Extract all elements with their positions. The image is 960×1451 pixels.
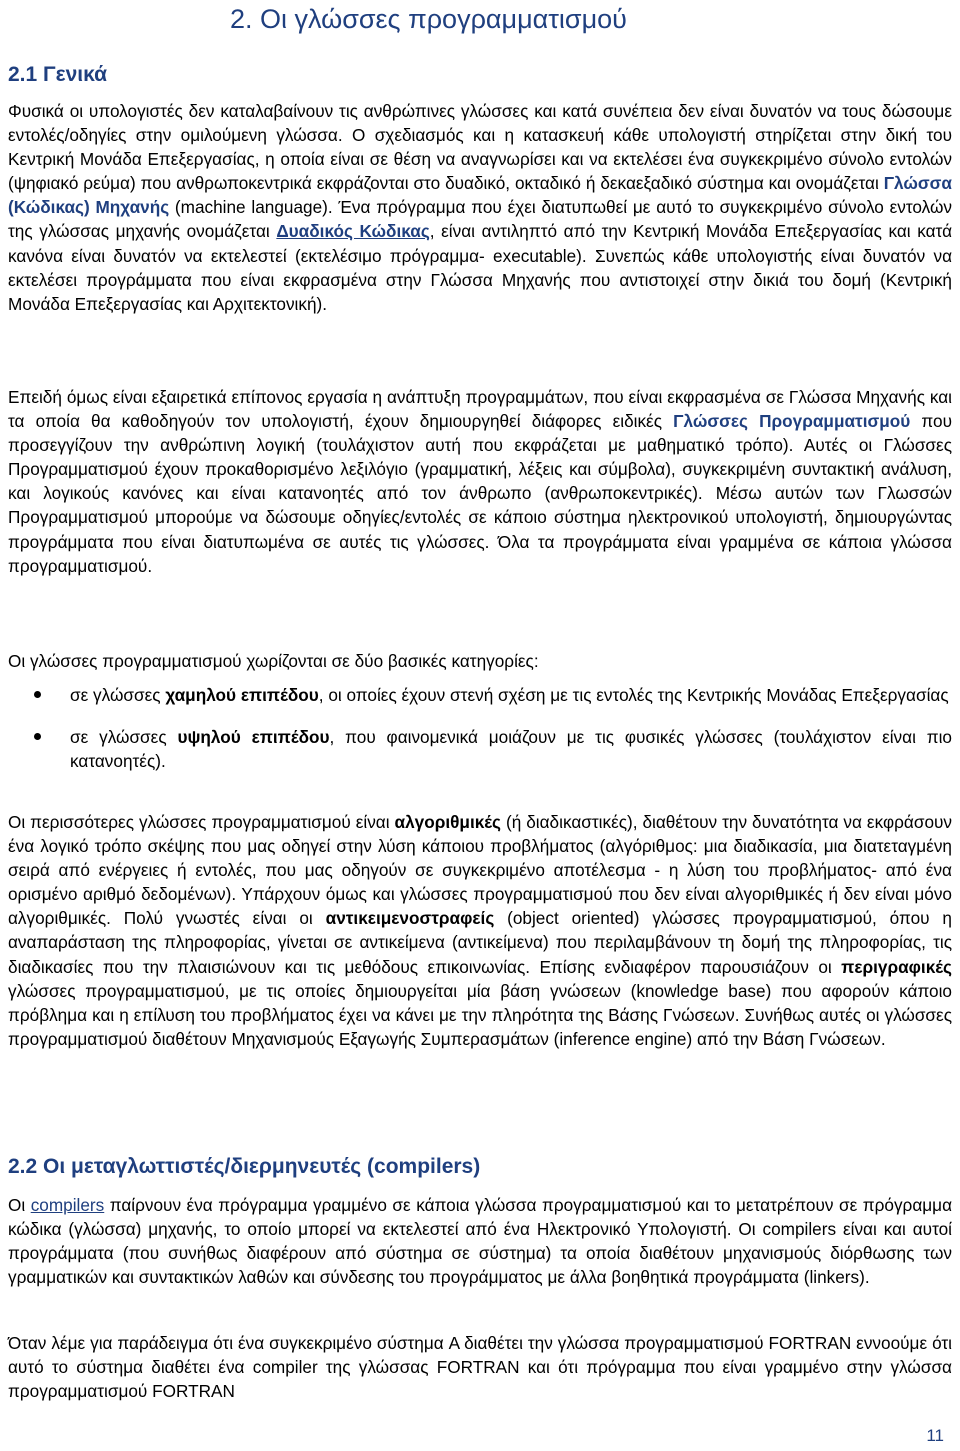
- term-machine-language: Γλώσσα (Κώδικας) Μηχανής: [8, 173, 952, 218]
- term-binary-code: Δυαδικός Κώδικας: [276, 221, 430, 242]
- paragraph-compilers: Οι compilers παίρνουν ένα πρόγραμμα γραμμένο σε κάποια γλώσσα προγραμματισμού και το μετατρέπουν σε πρόγραμμα κώδικα (γλώσσα) μηχανής, το οποίο μπορεί να εκτελεστεί από ένα Ηλεκτρονικό Υπολογιστή. Οι compilers είναι και αυτοί προγράμματα (που συνήθως διαφέρουν από σύστημα σε σύστημα) τα οποία διαθέτουν μηχανισμούς διόρθωσης των γραμματικών και συντακτικών λαθών και σύνδεσης του προγράμματος με άλλα βοηθητικά προγράμματα (linkers).: [8, 1195, 952, 1288]
- paragraph-fortran-example: Όταν λέμε για παράδειγμα ότι ένα συγκεκριμένο σύστημα A διαθέτει την γλώσσα προγραμματισμού FORTRAN εννοούμε ότι αυτό το σύστημα διαθέτει ένα compiler της γλώσσας FORTRAN και ότι πρόγραμμα που είναι γραμμένο στην γλώσσα προγραμματισμού FORTRAN: [8, 1333, 952, 1402]
- language-categories-list: [8, 683, 952, 773]
- section-title-general: 2.1 Γενικά: [8, 63, 108, 86]
- page-number: 11: [926, 1426, 944, 1445]
- term-high-level: υψηλού επιπέδου: [177, 727, 330, 748]
- compilers-link[interactable]: compilers: [30, 1195, 105, 1215]
- paragraph-language-paradigms: Οι περισσότερες γλώσσες προγραμματισμού είναι αλγοριθμικές (ή διαδικαστικές), διαθέτουν την δυνατότητα να εκφράσουν ένα λογικό τρόπο σκέψης που μας οδηγεί στην λύση κάποιου προβλήματος (αλγόριθμος: μια διαδικασία, μια διατεταγμένη σειρά από ενέργειες ή εντολές, που μας οδηγούν σε συγκεκριμένο αποτέλεσμα - η λύση του προβλήματος- από ένα ορισμένο αριθμό δεδομένων). Υπάρχουν όμως και γλώσσες προγραμματισμού που δεν είναι αλγοριθμικές ή δεν είναι μόνο αλγοριθμικές. Πολύ γνωστές είναι οι αντικειμενοστραφείς (object oriented) γλώσσες προγραμματισμού, όπου η αναπαράσταση της πληροφορίας, γίνεται σε αντικείμενα (αντικείμενα) που περιλαμβάνουν τη δομή της πληροφορίας, τις διαδικασίες που την πλαισιώνουν και τις μεθόδους επικοινωνίας. Επίσης ενδιαφέρον παρουσιάζουν οι περιγραφικές γλώσσες προγραμματισμού, με τις οποίες δημιουργείται μία βάση γνώσεων (knowledge base) που αφορούν κάποιο πρόβλημα και η επίλυση του προβλήματος έχει να κάνει με την πληρότητα της Βάσης Γνώσεων. Συνήθως αυτές οι γλώσσες προγραμματισμού διαθέτουν Μηχανισμούς Εξαγωγής Συμπερασμάτων (inference engine) από την Βάση Γνώσεων.: [8, 812, 952, 1049]
- term-low-level: χαμηλού επιπέδου: [165, 685, 319, 705]
- term-algorithmic: αλγοριθμικές: [394, 812, 501, 832]
- bullet-icon: [34, 691, 41, 698]
- paragraph-programming-languages: Επειδή όμως είναι εξαιρετικά επίπονος εργασία η ανάπτυξη προγραμμάτων, που είναι εκφρασμένα σε Γλώσσα Μηχανής και τα οποία θα καθοδηγούν τον υπολογιστή, έχουν δημιουργηθεί διάφορες ειδικές Γλώσσες Προγραμματισμού που προσεγγίζουν την ανθρώπινη λογική (τουλάχιστον αυτή που εκφράζεται με μαθηματικό τρόπο). Αυτές οι Γλώσσες Προγραμματισμού έχουν προκαθορισμένο λεξιλόγιο (γραμματική, λέξεις και σύμβολα), συγκεκριμένη συντακτική ανάλυση, και λογικούς κανόνες και είναι κατανοητές από τον άνθρωπο (ανθρωποκεντρικές). Μέσω αυτών των Γλωσσών Προγραμματισμού μπορούμε να δώσουμε οδηγίες/εντολές σε κάποιο σύστημα ηλεκτρονικού υπολογιστή, δημιουργώντας προγράμματα που είναι διατυπωμένα σε αυτές τις γλώσσες. Όλα τα προγράμματα είναι γραμμένα σε κάποια γλώσσα προγραμματισμού.: [8, 387, 952, 576]
- list-item: σε γλώσσες χαμηλού επιπέδου, οι οποίες έχουν στενή σχέση με τις εντολές της Κεντρικής Μονάδας Επεξεργασίας: [8, 683, 952, 707]
- paragraph-machine-language: Φυσικά οι υπολογιστές δεν καταλαβαίνουν τις ανθρώπινες γλώσσες και κατά συνέπεια δεν είναι δυνατόν να τους δώσουμε εντολές/οδηγίες στην ομιλούμενη γλώσσα. Ο σχεδιασμός και η κατασκευή κάθε υπολογιστή στηρίζεται στην δική του Κεντρική Μονάδα Επεξεργασίας, η οποία είναι σε θέση να αναγνωρίσει και να εκτελέσει ένα συγκεκριμένο σύνολο εντολών (ψηφιακό ρεύμα) που ανθρωποκεντρικά εκφράζονται στο δυαδικό, οκταδικό ή δεκαεξαδικό σύστημα και ονομάζεται Γλώσσα (Κώδικας) Μηχανής (machine language). Ένα πρόγραμμα που έχει διατυπωθεί με αυτό το συγκεκριμένο σύνολο εντολών της γλώσσας μηχανής ονομάζεται Δυαδικός Κώδικας, είναι αντιληπτό από την Κεντρική Μονάδα Επεξεργασίας και κατά κανόνα είναι δυνατόν να εκτελεστεί (εκτελέσιμο πρόγραμμα- executable). Συνεπώς κάθε υπολογιστής είναι δυνατόν να εκτελέσει προγράμματα που είναι εκφρασμένα στην Γλώσσα Μηχανής που αντιστοιχεί στην δικιά του δομή (Κεντρική Μονάδα Επεξεργασίας και Αρχιτεκτονική).: [8, 101, 953, 314]
- list-item: σε γλώσσες υψηλού επιπέδου, που φαινομενικά μοιάζουν με τις φυσικές γλώσσες (τουλάχιστον είναι πιο κατανοητές).: [8, 725, 952, 773]
- term-descriptive: περιγραφικές: [841, 956, 952, 977]
- term-object-oriented: αντικειμενοστραφείς: [325, 908, 495, 929]
- section-title-compilers: 2.2 Οι μεταγλωττιστές/διερμηνευτές (compilers): [8, 1155, 481, 1178]
- term-programming-languages: Γλώσσες Προγραμματισμού: [673, 411, 911, 432]
- chapter-title: 2. Οι γλώσσες προγραμματισμού: [230, 4, 627, 34]
- bullet-icon: [34, 733, 41, 740]
- paragraph-categories-intro: Οι γλώσσες προγραμματισμού χωρίζονται σε δύο βασικές κατηγορίες:: [8, 651, 539, 671]
